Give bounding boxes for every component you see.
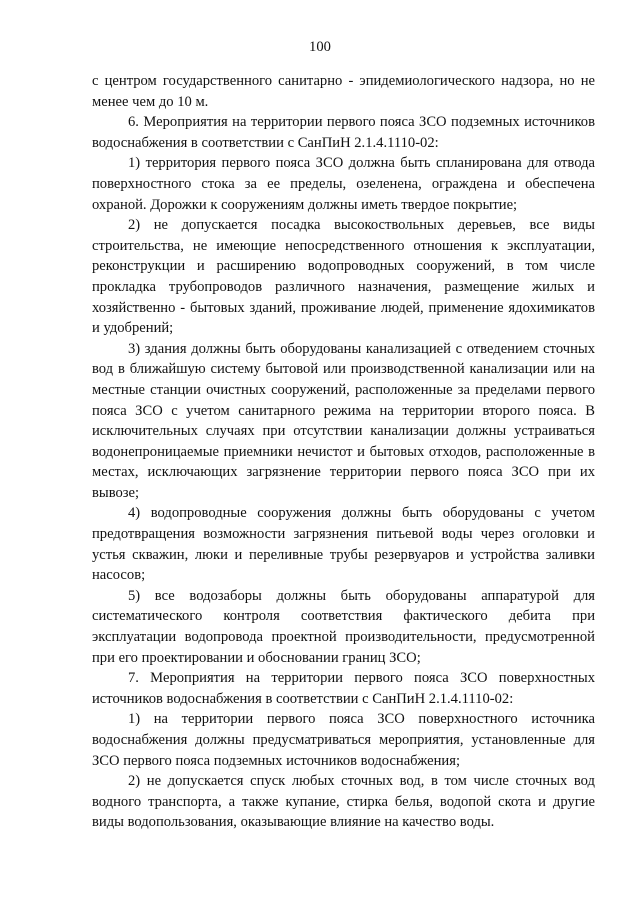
document-body <box>92 71 595 833</box>
paragraph-subitem-7-1: 1) на территории первого пояса ЗСО поверхностного источника водоснабжения должны предусматриваться мероприятия, установленные для ЗСО первого пояса подземных источников водоснабжения; <box>92 711 595 769</box>
paragraph-subitem-6-3: 3) здания должны быть оборудованы канализацией с отведением сточных вод в ближайшую систему бытовой или производственной канализации или на местные станции очистных сооружений, расположенные за пределами первого пояса ЗСО с учетом санитарного режима на территории второго пояса. В исключительных случаях при отсутствии канализации должны устраиваться водонепроницаемые приемники нечистот и бытовых отходов, расположенные в местах, исключающих загрязнение территории первого пояса ЗСО при их вывозе; <box>92 340 595 501</box>
paragraph-item-6: 6. Мероприятия на территории первого пояса ЗСО подземных источников водоснабжения в соответствии с СанПиН 2.1.4.1110-02: <box>92 114 595 151</box>
paragraph-continuation: с центром государственного санитарно - эпидемиологического надзора, но не менее чем до 10 м. <box>92 73 595 110</box>
paragraph-subitem-6-5: 5) все водозаборы должны быть оборудованы аппаратурой для систематического контроля соответствия фактического дебита при эксплуатации водопровода проектной производительности, предусмотренной при его проектировании и обосновании границ ЗСО; <box>92 587 595 666</box>
paragraph-subitem-6-1: 1) территория первого пояса ЗСО должна быть спланирована для отвода поверхностного стока за ее пределы, озеленена, ограждена и обеспечена охраной. Дорожки к сооружениям должны иметь твердое покрытие; <box>92 155 595 213</box>
paragraph-subitem-6-4: 4) водопроводные сооружения должны быть оборудованы с учетом предотвращения возможности загрязнения питьевой воды через оголовки и устья скважин, люки и переливные трубы резервуаров и устройства заливки насосов; <box>92 505 595 584</box>
page-number: 100 <box>309 39 331 55</box>
paragraph-subitem-7-2: 2) не допускается спуск любых сточных вод, в том числе сточных вод водного транспорта, а также купание, стирка белья, водопой скота и другие виды водопользования, оказывающие влияние на качество воды. <box>92 773 595 831</box>
paragraph-item-7: 7. Мероприятия на территории первого пояса ЗСО поверхностных источников водоснабжения в соответствии с СанПиН 2.1.4.1110-02: <box>92 670 595 707</box>
paragraph-subitem-6-2: 2) не допускается посадка высокоствольных деревьев, все виды строительства, не имеющие непосредственного отношения к эксплуатации, реконструкции и расширению водопроводных сооружений, в том числе прокладка трубопроводов различного назначения, размещение жилых и хозяйственно - бытовых зданий, проживание людей, применение ядохимикатов и удобрений; <box>92 217 595 337</box>
